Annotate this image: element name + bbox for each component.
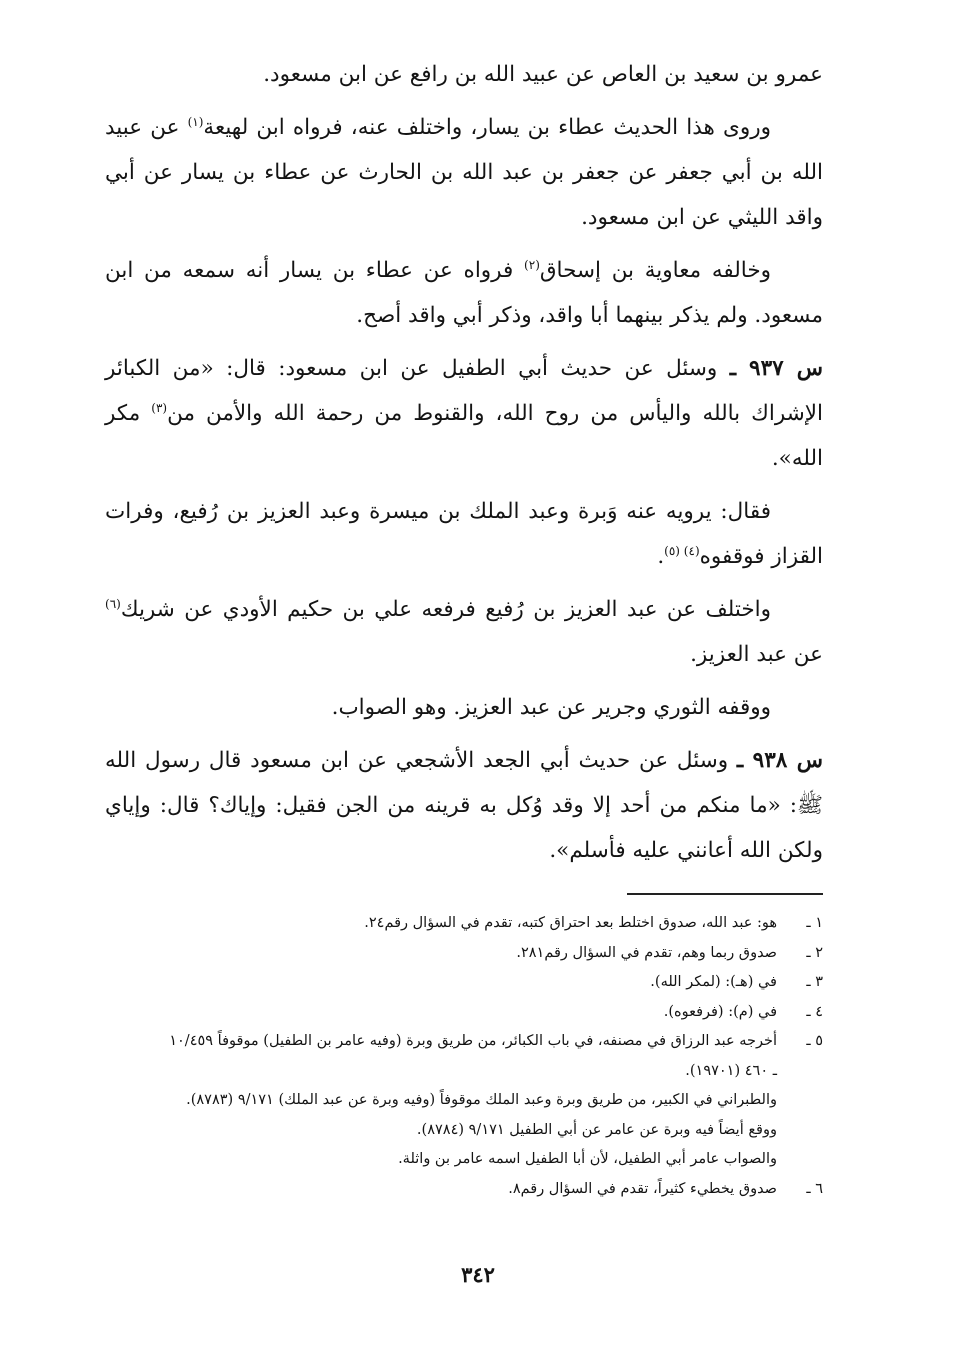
footnote-ref-1[interactable]: (١) — [187, 114, 204, 129]
footnotes — [105, 909, 823, 1204]
answer-937-text-a: فقال: يرويه عنه وَبرة وعبد الملك بن ميسرة وعبد العزيز بن رُفيع، وفرات القزاز فوقفوه — [105, 499, 823, 569]
question-937-number: س ٩٣٧ ـ — [729, 356, 824, 381]
paragraph-3 — [105, 248, 823, 338]
footnote-5-line-1: أخرجه عبد الرزاق في مصنفه، في باب الكبائر، من طريق وبرة (وفيه عامر بن الطفيل) موقوفاً ١٠/٤٥٩ — [169, 1033, 777, 1049]
footnote-ref-2[interactable]: (٢) — [524, 257, 540, 272]
paragraph-5 — [105, 587, 823, 677]
footnote-5-continued-line-3: والصواب عامر أبي الطفيل، لأن أبا الطفيل اسمه عامر بن واثلة. — [398, 1151, 777, 1167]
footnote-4-number: ٤ ـ — [806, 1003, 823, 1020]
paragraph-1-text: عمرو بن سعيد بن العاص عن عبيد الله بن رافع عن ابن مسعود. — [263, 62, 823, 87]
footnote-5-continued-body — [105, 1086, 777, 1175]
footnote-5-continued-line-1: والطبراني في الكبير، من طريق وبرة وعبد الملك موقوفاً (وفيه وبرة عن عبد الملك) ٩/١٧١ (٨٧٨٣). — [186, 1092, 777, 1108]
question-938-text: وسئل عن حديث أبي الجعد الأشجعي عن ابن مسعود قال رسول الله ﷺ: «ما منكم من أحد إلا وقد وُكل به قرينه من الجن فقيل: وإياك؟ قال: وإياي ولكن الله أعانني عليه فأسلم». — [105, 748, 823, 863]
footnote-2-number: ٢ ـ — [806, 944, 823, 961]
question-937 — [105, 346, 823, 481]
footnote-4-body — [105, 998, 777, 1028]
question-938-number: س ٩٣٨ ـ — [736, 748, 823, 773]
footnote-3-number: ٣ ـ — [806, 974, 823, 990]
paragraph-2-text-a: وروى هذا الحديث عطاء بن يسار، واختلف عنه، فرواه ابن لهيعة — [203, 115, 772, 140]
footnote-6-line: صدوق يخطيء كثيراً، تقدم في السؤال رقم٨. — [508, 1180, 777, 1197]
footnote-5-continued-number — [777, 1086, 823, 1175]
page-number: ٣٤٢ — [461, 1262, 495, 1287]
footnote-5-continued — [105, 1086, 823, 1175]
main-text — [105, 52, 823, 873]
footnote-divider — [627, 893, 823, 895]
footnote-5 — [105, 1027, 823, 1086]
footnote-4-line: في (م): (فرفعوه). — [663, 1003, 777, 1020]
paragraph-6-text: ووقفه الثوري وجرير عن عبد العزيز. وهو الصواب. — [331, 695, 771, 720]
footnote-ref-3[interactable]: (٣) — [151, 400, 168, 415]
footnote-5-number: ٥ ـ — [806, 1033, 823, 1049]
footnote-ref-4-5[interactable]: (٤) (٥) — [664, 543, 700, 558]
footnote-6 — [105, 1175, 823, 1205]
footnote-2 — [105, 939, 823, 969]
footnote-2-line: صدوق ربما وهم، تقدم في السؤال رقم٢٨١. — [516, 944, 777, 961]
footnote-1 — [105, 909, 823, 939]
paragraph-2 — [105, 105, 823, 240]
footnote-3-line: في (هـ): (لمكر الله). — [650, 974, 777, 990]
page — [105, 52, 823, 1204]
paragraph-5-text-a: واختلف عن عبد العزيز بن رُفيع فرفعه علي بن حكيم الأودي عن شريك — [120, 597, 771, 622]
question-937-text-b: مكر الله». — [105, 401, 823, 471]
paragraph-3-text-a: وخالفه معاوية بن إسحاق — [539, 258, 771, 283]
question-937-text-a: وسئل عن حديث أبي الطفيل عن ابن مسعود: قال: «من الكبائر الإشراك بالله واليأس من روح الله، والقنوط من رحمة الله والأمن من — [105, 356, 823, 426]
answer-937 — [105, 489, 823, 579]
footnote-3-body — [105, 968, 777, 998]
footnote-1-number: ١ ـ — [806, 915, 823, 931]
footnote-3 — [105, 968, 823, 998]
paragraph-1 — [105, 52, 823, 97]
footnote-1-line: هو: عبد الله، صدوق اختلط بعد احتراق كتبه، تقدم في السؤال رقم٢٤. — [364, 915, 777, 931]
question-938 — [105, 738, 823, 873]
footnote-5-line-2: ـ ٤٦٠ (١٩٧٠١). — [685, 1062, 777, 1079]
footnote-2-body — [105, 939, 777, 969]
footnote-5-body — [105, 1027, 777, 1086]
paragraph-6 — [105, 685, 823, 730]
footnote-ref-6[interactable]: (٦) — [105, 596, 121, 611]
footnote-1-body — [105, 909, 777, 939]
answer-937-text-b: . — [657, 544, 665, 569]
paragraph-5-text-b: عن عبد العزيز. — [690, 642, 823, 667]
paragraph-2-text-b: عن عبيد الله بن أبي جعفر عن جعفر بن عبد الله بن الحارث عن عطاء بن يسار عن أبي واقد الليثي عن ابن مسعود. — [105, 115, 823, 230]
footnote-6-body — [105, 1175, 777, 1205]
footnote-6-number: ٦ ـ — [806, 1180, 823, 1197]
footnote-4 — [105, 998, 823, 1028]
paragraph-3-text-b: فرواه عن عطاء بن يسار أنه سمعه من ابن مسعود. ولم يذكر بينهما أبا واقد، وذكر أبي واقد أصح. — [105, 258, 823, 328]
footnote-5-continued-line-2: ووقع أيضاً فيه وبرة عن عامر عن أبي الطفيل ٩/١٧١ (٨٧٨٤). — [416, 1121, 777, 1138]
